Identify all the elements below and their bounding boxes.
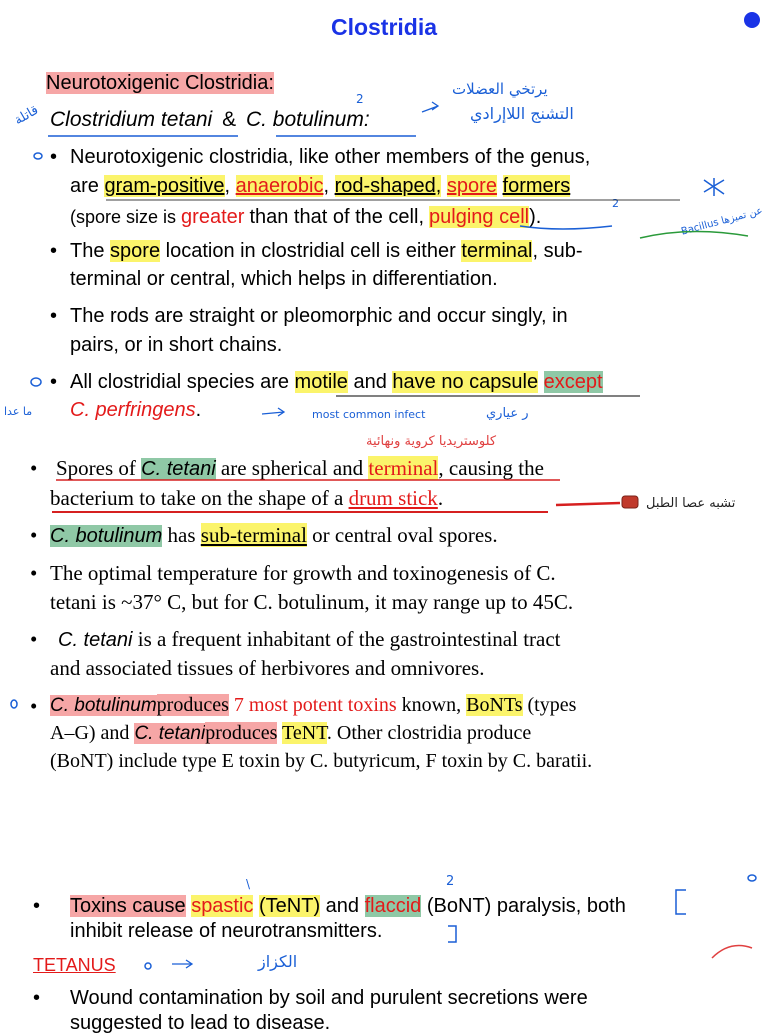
- p8-line2: and associated tissues of herbivores and omnivores.: [50, 656, 485, 680]
- p6-line: [50, 523, 498, 548]
- p9-line2: [50, 722, 531, 745]
- p4-line2: [70, 399, 201, 422]
- bullet-dot: •: [50, 305, 58, 327]
- p6-has: has: [167, 523, 196, 547]
- subheading-botulinum: C. botulinum:: [245, 108, 370, 131]
- p4-perfringens: C. perfringens: [70, 399, 196, 421]
- p9-produces: produces: [156, 694, 229, 716]
- p1-line2: [70, 175, 570, 198]
- bullet-dot: •: [30, 627, 38, 651]
- subheading: [50, 108, 370, 132]
- page-title: Clostridia: [330, 14, 438, 40]
- p2-spore: spore: [110, 240, 161, 262]
- annotation-except-arabic: ما عدا: [4, 405, 33, 418]
- p7-line1: The optimal temperature for growth and toxinogenesis of C.: [50, 561, 556, 585]
- p6-central: or central oval spores.: [312, 523, 498, 547]
- p4-motile: motile: [294, 371, 348, 393]
- p1-than-cell: than that of the cell,: [249, 206, 424, 228]
- p10-line2: inhibit release of neurotransmitters.: [70, 920, 383, 942]
- p2-terminal: terminal: [461, 240, 533, 262]
- p1-formers: formers: [502, 175, 571, 197]
- annotation-arabic-tetanus: الكزاز: [258, 952, 298, 971]
- p4-and: and: [353, 371, 387, 393]
- tetanus-heading: TETANUS: [33, 955, 116, 975]
- p1-spore: spore: [446, 175, 497, 197]
- bullet-dot: •: [33, 987, 41, 1009]
- p3-line1: The rods are straight or pleomorphic and occur singly, in: [70, 305, 568, 327]
- p1-are: are: [70, 175, 99, 197]
- bullet-dot: •: [30, 456, 38, 480]
- annotation-arabic-muscle: يرتخي العضلات: [452, 80, 548, 98]
- annotation-arabic-drum: تشبه عصا الطبل: [646, 496, 736, 511]
- p5-line1: [56, 456, 544, 481]
- bullet-dot: •: [50, 371, 58, 393]
- p5-c-tetani: C. tetani: [141, 458, 216, 480]
- p9-bonts: BoNTs: [466, 694, 523, 716]
- bullet-dot: •: [50, 240, 58, 262]
- bullet-dot: •: [33, 895, 41, 917]
- p1-anaerobic: anaerobic: [235, 175, 324, 197]
- p6-c-botulinum: C. botulinum: [50, 525, 163, 547]
- p6-sub-terminal: sub-terminal: [200, 523, 307, 547]
- annotation-arabic-flag: ر عياري: [486, 406, 529, 421]
- p9-c-tetani: C. tetani: [134, 723, 206, 744]
- p2-the: The: [70, 240, 105, 262]
- p9-other: . Other clostridia produce: [326, 722, 532, 744]
- p2-line1: [70, 240, 583, 263]
- p4-no-capsule: have no capsule: [392, 371, 539, 393]
- p9-seven-toxins: 7 most potent toxins: [233, 694, 397, 716]
- p1-comma1: ,: [224, 175, 231, 197]
- p10-paralysis: paralysis, both: [496, 895, 626, 917]
- p1-comma2: ,: [323, 175, 330, 197]
- annotation-bacillus: Bacillus عن تميزها: [680, 205, 764, 238]
- subheading-tetani: Clostridium tetani: [50, 108, 213, 131]
- bullet-dot: •: [30, 561, 38, 585]
- p3-line2: pairs, or in short chains.: [70, 334, 283, 356]
- p10-bont: (BoNT): [426, 895, 492, 917]
- p11-line2: suggested to lead to disease.: [70, 1012, 331, 1034]
- p5-spherical: are spherical and: [220, 456, 364, 480]
- svg-text:\: \: [246, 877, 251, 891]
- p4-except: except: [543, 371, 603, 393]
- p11-line1: Wound contamination by soil and purulent secretions were: [70, 987, 588, 1009]
- bullet-dot: •: [30, 694, 38, 718]
- p1-gram-positive: gram-positive: [104, 175, 225, 197]
- p5-dot: .: [437, 486, 444, 510]
- p1-pulging-cell: pulging cell: [429, 206, 530, 228]
- p9-tent: TeNT: [282, 722, 327, 744]
- p7-line2: tetani is ~37° C, but for C. botulinum, it may range up to 45C.: [50, 590, 574, 614]
- p5-terminal: terminal: [368, 456, 439, 480]
- blue-dot-marker: [744, 12, 760, 28]
- p4-line1: [70, 371, 603, 394]
- p5-spores-of: Spores of: [56, 456, 136, 480]
- p8-line1: [58, 627, 561, 652]
- bullet-dot: •: [50, 146, 58, 168]
- p8-inhabitant: is a frequent inhabitant of the gastrointestinal tract: [137, 627, 561, 651]
- p10-spastic: spastic: [191, 895, 254, 917]
- p10-flaccid: flaccid: [364, 895, 422, 917]
- p9-c-botulinum: C. botulinum: [50, 695, 157, 716]
- annotation-arabic-side: قاتلة: [11, 102, 42, 129]
- p10-line1: [70, 895, 626, 918]
- section-heading-text: Neurotoxigenic Clostridia:: [46, 72, 274, 94]
- p2-line2: terminal or central, which helps in differentiation.: [70, 268, 498, 290]
- p8-c-tetani: C. tetani: [58, 629, 133, 651]
- section-heading: [46, 72, 274, 95]
- p9-types: (types: [527, 694, 577, 716]
- bullet-dot: •: [30, 523, 38, 547]
- p1-greater: greater: [181, 206, 245, 228]
- p10-tent: (TeNT): [259, 895, 321, 917]
- p1-close-paren: ).: [529, 206, 542, 228]
- svg-text:2: 2: [446, 874, 455, 889]
- svg-text:2: 2: [612, 197, 619, 210]
- p4-dot: .: [195, 399, 202, 421]
- p1-spore-size: (spore size is: [70, 207, 177, 227]
- annotation-most-common: most common infect: [312, 408, 426, 421]
- p5-line2: [50, 486, 443, 511]
- p1-line3: [70, 206, 541, 229]
- p5-causing: , causing the: [438, 456, 544, 480]
- p2-sub: , sub-: [532, 240, 583, 262]
- p9-line1: [50, 694, 576, 717]
- p5-drum-stick: drum stick: [348, 486, 438, 510]
- p4-all-species: All clostridial species are: [70, 371, 289, 393]
- annotation-arabic-contract: التشنج اللاإرادي: [470, 104, 574, 123]
- p2-location: location in clostridial cell is either: [165, 240, 456, 262]
- p10-toxins-cause: Toxins cause: [70, 895, 186, 917]
- p10-and: and: [325, 895, 360, 917]
- subheading-amp: &: [222, 108, 237, 131]
- p1-line1: Neurotoxigenic clostridia, like other members of the genus,: [70, 146, 591, 168]
- p5-bacterium: bacterium to take on the shape of a: [50, 486, 344, 510]
- svg-text:2: 2: [356, 92, 364, 106]
- annotation-arabic-round: كلوستريديا كروية ونهائية: [366, 434, 497, 449]
- p9-produces2: produces: [205, 722, 278, 744]
- p9-line3: (BoNT) include type E toxin by C. butyricum, F toxin by C. baratii.: [50, 750, 593, 772]
- p1-rod-shaped: rod-shaped,: [334, 175, 442, 197]
- p9-a-g: A–G) and: [50, 722, 130, 744]
- p9-known: known,: [401, 694, 462, 716]
